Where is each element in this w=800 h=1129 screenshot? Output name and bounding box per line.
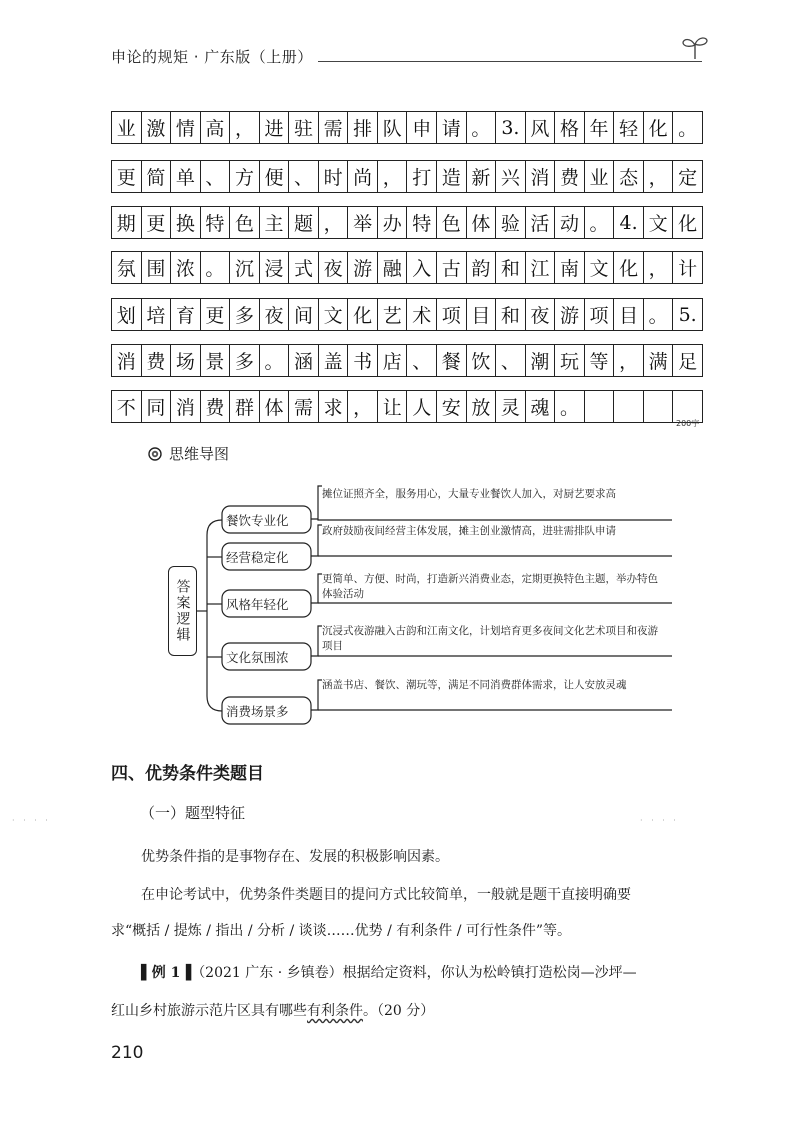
grid-cell: 入 xyxy=(406,251,436,284)
grid-cell: 围 xyxy=(141,251,171,284)
grid-cell: 动 xyxy=(554,206,584,239)
branch-style: 风格年轻化 xyxy=(226,597,289,612)
grid-cell: 造 xyxy=(436,160,466,193)
grid-cell: 特 xyxy=(406,206,436,239)
grid-cell: 活 xyxy=(525,206,555,239)
grid-cell: 让 xyxy=(377,390,407,423)
section-heading: 四、优势条件类题目 xyxy=(111,764,264,784)
branch-culture-desc: 沉浸式夜游融入古韵和江南文化，计划培育更多夜间文化艺术项目和夜游项目 xyxy=(322,625,658,652)
grid-cell: ， xyxy=(229,111,259,144)
grid-cell: 项 xyxy=(584,298,614,331)
grid-cell: 培 xyxy=(141,298,171,331)
grid-cell: 体 xyxy=(466,206,496,239)
grid-cell: 江 xyxy=(525,251,555,284)
grid-cell: 举 xyxy=(347,206,377,239)
grid-cell: 艺 xyxy=(377,298,407,331)
grid-cell: 景 xyxy=(200,344,230,377)
grid-cell: 、 xyxy=(200,160,230,193)
grid-cell: 轻 xyxy=(613,111,643,144)
grid-cell: 项 xyxy=(436,298,466,331)
grid-cell: 场 xyxy=(170,344,200,377)
branch-scenes: 消费场景多 xyxy=(226,704,289,719)
grid-cell: 夜 xyxy=(525,298,555,331)
grid-cell: 氛 xyxy=(111,251,141,284)
paragraph-definition: 优势条件指的是事物存在、发展的积极影响因素。 xyxy=(141,849,449,865)
grid-cell: 南 xyxy=(554,251,584,284)
grid-cell: 申 xyxy=(406,111,436,144)
grid-cell: 、 xyxy=(406,344,436,377)
grid-cell: 兴 xyxy=(495,160,525,193)
grid-cell: 文 xyxy=(584,251,614,284)
grid-cell: 和 xyxy=(495,251,525,284)
grid-cell: 主 xyxy=(259,206,289,239)
grid-cell: 化 xyxy=(347,298,377,331)
grid-cell: 格 xyxy=(554,111,584,144)
grid-cell: 态 xyxy=(613,160,643,193)
word-count: 200字 xyxy=(676,419,700,428)
grid-cell: 更 xyxy=(141,206,171,239)
grid-cell: 群 xyxy=(229,390,259,423)
grid-cell: 安 xyxy=(436,390,466,423)
branch-catering-desc: 摊位证照齐全，服务用心，大量专业餐饮人加入，对厨艺要求高 xyxy=(322,488,616,500)
grid-cell: ， xyxy=(613,344,643,377)
grid-cell: 计 xyxy=(672,251,703,284)
grid-cell: 式 xyxy=(288,251,318,284)
grid-cell: ， xyxy=(377,160,407,193)
grid-cell: 目 xyxy=(466,298,496,331)
grid-cell: 化 xyxy=(613,251,643,284)
grid-cell: 简 xyxy=(141,160,171,193)
branch-operation-desc: 政府鼓励夜间经营主体发展，摊主创业激情高，进驻需排队申请 xyxy=(322,525,616,537)
grid-cell: 融 xyxy=(377,251,407,284)
grid-cell: 饮 xyxy=(466,344,496,377)
grid-cell: 划 xyxy=(111,298,141,331)
grid-cell: 浸 xyxy=(259,251,289,284)
grid-cell: 间 xyxy=(288,298,318,331)
mind-map-title-text: 思维导图 xyxy=(169,445,230,463)
grid-cell: ， xyxy=(347,390,377,423)
grid-cell: 业 xyxy=(111,111,141,144)
grid-cell: 术 xyxy=(406,298,436,331)
running-header: 申论的规矩 · 广东版（上册） xyxy=(111,48,313,66)
example-label: ▌例 1▐ xyxy=(141,965,192,981)
grid-cell: 时 xyxy=(318,160,348,193)
grid-cell: 、 xyxy=(495,344,525,377)
grid-cell: 色 xyxy=(436,206,466,239)
grid-cell: 消 xyxy=(111,344,141,377)
grid-cell: 游 xyxy=(347,251,377,284)
grid-cell: 。 xyxy=(200,251,230,284)
example-line1 xyxy=(141,962,637,982)
grid-cell: 浓 xyxy=(170,251,200,284)
grid-cell: ， xyxy=(643,251,673,284)
grid-cell: 验 xyxy=(495,206,525,239)
grid-cell: 文 xyxy=(643,206,673,239)
grid-cell: ， xyxy=(643,160,673,193)
grid-cell: 费 xyxy=(200,390,230,423)
grid-cell: 。 xyxy=(643,298,673,331)
grid-cell: 更 xyxy=(200,298,230,331)
grid-cell: 队 xyxy=(377,111,407,144)
grid-cell: 激 xyxy=(141,111,171,144)
grid-cell: 满 xyxy=(643,344,673,377)
grid-cell: 排 xyxy=(347,111,377,144)
grid-cell: 换 xyxy=(170,206,200,239)
example-keyword: 有利条件 xyxy=(307,1003,363,1019)
grid-cell: 消 xyxy=(170,390,200,423)
grid-cell: 期 xyxy=(111,206,141,239)
grid-cell: 特 xyxy=(200,206,230,239)
grid-cell: 人 xyxy=(406,390,436,423)
grid-cell: 方 xyxy=(229,160,259,193)
grid-cell: 新 xyxy=(466,160,496,193)
grid-cell: 书 xyxy=(347,344,377,377)
branch-culture: 文化氛围浓 xyxy=(226,650,289,665)
grid-cell: 玩 xyxy=(554,344,584,377)
page-number: 210 xyxy=(111,1043,144,1063)
grid-cell: 。 xyxy=(554,390,584,423)
grid-cell: 沉 xyxy=(229,251,259,284)
grid-cell: 驻 xyxy=(288,111,318,144)
grid-cell: 。 xyxy=(672,111,703,144)
scan-dots-left: · · · · xyxy=(12,816,51,825)
grid-cell: 业 xyxy=(584,160,614,193)
grid-cell: 涵 xyxy=(288,344,318,377)
grid-cell: 需 xyxy=(318,111,348,144)
grid-cell: 魂 xyxy=(525,390,555,423)
grid-cell: 、 xyxy=(288,160,318,193)
grid-cell: 等 xyxy=(584,344,614,377)
example-text-2a: 红山乡村旅游示范片区具有哪些 xyxy=(111,1003,307,1019)
paragraph-exam-line2: 求“概括 / 提炼 / 指出 / 分析 / 谈谈……优势 / 有利条件 / 可行性条件”等。 xyxy=(111,923,572,939)
branch-scenes-desc: 涵盖书店、餐饮、潮玩等，满足不同消费群体需求，让人安放灵魂 xyxy=(322,679,627,691)
grid-cell: 费 xyxy=(554,160,584,193)
branch-operation: 经营稳定化 xyxy=(226,550,289,565)
grid-cell: 便 xyxy=(259,160,289,193)
grid-cell: 需 xyxy=(288,390,318,423)
grid-cell: 尚 xyxy=(347,160,377,193)
grid-cell: 消 xyxy=(525,160,555,193)
grid-cell: 同 xyxy=(141,390,171,423)
example-text-1: （2021 广东 · 乡镇卷）根据给定资料，你认为松岭镇打造松岗—沙坪— xyxy=(191,965,637,981)
grid-cell: 风 xyxy=(525,111,555,144)
grid-cell: 请 xyxy=(436,111,466,144)
section-subheading: （一）题型特征 xyxy=(140,804,246,822)
example-line2 xyxy=(111,1000,434,1020)
grid-cell: 夜 xyxy=(259,298,289,331)
grid-cell: 多 xyxy=(229,298,259,331)
grid-cell: 目 xyxy=(613,298,643,331)
grid-cell: 和 xyxy=(495,298,525,331)
branch-catering: 餐饮专业化 xyxy=(226,513,289,528)
grid-cell: 5. xyxy=(672,298,703,331)
grid-cell: 高 xyxy=(200,111,230,144)
grid-cell: 4. xyxy=(613,206,643,239)
grid-cell: 进 xyxy=(259,111,289,144)
grid-cell: 餐 xyxy=(436,344,466,377)
grid-cell: 古 xyxy=(436,251,466,284)
grid-cell: 韵 xyxy=(466,251,496,284)
grid-cell: 游 xyxy=(554,298,584,331)
grid-cell: 更 xyxy=(111,160,141,193)
grid-cell: 求 xyxy=(318,390,348,423)
grid-cell: 单 xyxy=(170,160,200,193)
scan-dots-right: · · · · xyxy=(640,816,679,825)
grid-cell: ， xyxy=(318,206,348,239)
grid-cell: 多 xyxy=(229,344,259,377)
grid-cell: 。 xyxy=(584,206,614,239)
grid-cell: 费 xyxy=(141,344,171,377)
grid-cell: 夜 xyxy=(318,251,348,284)
grid-cell: 化 xyxy=(672,206,703,239)
grid-cell: 色 xyxy=(229,206,259,239)
grid-cell: 文 xyxy=(318,298,348,331)
grid-cell: 年 xyxy=(584,111,614,144)
grid-cell: 。 xyxy=(466,111,496,144)
grid-cell: 体 xyxy=(259,390,289,423)
grid-cell: 打 xyxy=(406,160,436,193)
paragraph-exam-line1: 在申论考试中，优势条件类题目的提问方式比较简单，一般就是题干直接明确要 xyxy=(141,887,631,903)
example-text-2b: 。（20 分） xyxy=(363,1003,435,1019)
grid-cell: 放 xyxy=(466,390,496,423)
grid-cell: 化 xyxy=(643,111,673,144)
grid-cell: 办 xyxy=(377,206,407,239)
grid-cell: 育 xyxy=(170,298,200,331)
grid-cell: 盖 xyxy=(318,344,348,377)
grid-cell: 定 xyxy=(672,160,703,193)
grid-cell: 题 xyxy=(288,206,318,239)
grid-cell: 足 xyxy=(672,344,703,377)
grid-cell: 店 xyxy=(377,344,407,377)
grid-cell: 。 xyxy=(259,344,289,377)
grid-cell: 3. xyxy=(495,111,525,144)
grid-cell: 情 xyxy=(170,111,200,144)
mind-map-root: 答案逻辑 xyxy=(168,566,197,656)
branch-style-desc: 更简单、方便、时尚，打造新兴消费业态，定期更换特色主题，举办特色体验活动 xyxy=(322,573,658,600)
grid-cell: 潮 xyxy=(525,344,555,377)
grid-cell: 灵 xyxy=(495,390,525,423)
grid-cell: 不 xyxy=(111,390,141,423)
